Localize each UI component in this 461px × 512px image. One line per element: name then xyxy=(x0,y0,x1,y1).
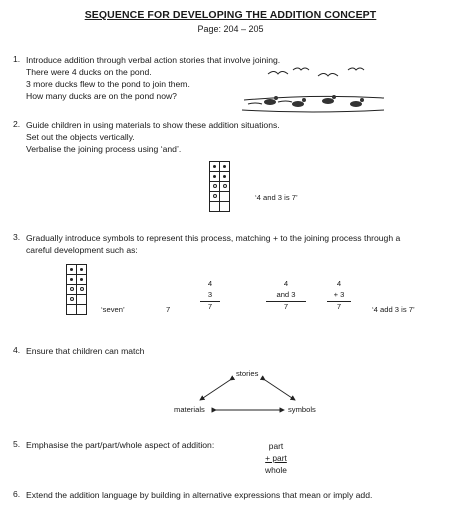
vertical-sum-1 xyxy=(200,279,220,313)
item-5-text: Emphasise the part/part/whole aspect of addition: xyxy=(26,440,215,450)
triangle-materials-label: materials xyxy=(174,405,205,414)
counters-grid-item-3 xyxy=(66,264,87,315)
arrow-stories-symbols xyxy=(265,380,295,400)
triangle-stories-label: stories xyxy=(236,369,259,378)
sum-3-middle: + 3 xyxy=(333,290,345,299)
item-2-line-2: Set out the objects vertically. xyxy=(26,132,135,142)
sum-1-middle: 3 xyxy=(207,290,213,299)
ducks-pond-illustration xyxy=(238,66,388,116)
matching-arrows xyxy=(170,370,340,420)
page-title: SEQUENCE FOR DEVELOPING THE ADDITION CONCEPT xyxy=(84,9,377,21)
part-whole-line-2: + part xyxy=(265,453,287,463)
item-3-line-1: Gradually introduce symbols to represent this process, matching + to the joining process through a xyxy=(26,233,401,243)
sum-2-top: 4 xyxy=(283,279,289,288)
sum-2-middle: and 3 xyxy=(276,290,296,299)
item-4-number: 4. xyxy=(13,345,21,355)
item-6-number: 6. xyxy=(13,489,21,499)
seven-word-label: ‘seven’ xyxy=(101,305,125,314)
page-reference: Page: 204 – 205 xyxy=(197,24,264,34)
item-2-text xyxy=(26,119,280,155)
counters-grid-item-2 xyxy=(209,161,230,212)
item-3-number: 3. xyxy=(13,232,21,242)
item-6-text: Extend the addition language by building in alternative expressions that mean or imply add. xyxy=(26,490,373,500)
triangle-symbols-label: symbols xyxy=(288,405,316,414)
part-whole-line-3: whole xyxy=(265,465,287,475)
item-5-number: 5. xyxy=(13,439,21,449)
item-3-text xyxy=(26,232,400,256)
vertical-sum-2 xyxy=(266,279,306,313)
item-4-text: Ensure that children can match xyxy=(26,346,145,356)
sum-3-top: 4 xyxy=(336,279,342,288)
sum-3-total: 7 xyxy=(327,301,351,313)
item-2-line-1: Guide children in using materials to show these addition situations. xyxy=(26,120,280,130)
item-1-number: 1. xyxy=(13,54,21,64)
part-part-whole xyxy=(258,440,294,476)
seven-numeral: 7 xyxy=(166,305,171,314)
sum-1-total: 7 xyxy=(200,301,220,313)
item-3-line-2: careful development such as: xyxy=(26,245,138,255)
vertical-sum-3 xyxy=(327,279,351,313)
sum-2-total: 7 xyxy=(266,301,306,313)
item-1-line-4: How many ducks are on the pond now? xyxy=(26,91,177,101)
item-1-line-3: 3 more ducks flew to the pond to join them. xyxy=(26,79,190,89)
sum-1-top: 4 xyxy=(207,279,213,288)
item-2-caption: ‘4 and 3 is 7’ xyxy=(255,193,298,202)
item-1-line-1: Introduce addition through verbal action stories that involve joining. xyxy=(26,55,281,65)
item-2-number: 2. xyxy=(13,119,21,129)
part-whole-line-1: part xyxy=(268,441,284,451)
item-1-line-2: There were 4 ducks on the pond. xyxy=(26,67,152,77)
arrow-stories-materials xyxy=(200,380,230,400)
item-2-line-3: Verbalise the joining process using ‘and’. xyxy=(26,144,182,154)
item-3-caption: ‘4 add 3 is 7’ xyxy=(372,305,415,314)
